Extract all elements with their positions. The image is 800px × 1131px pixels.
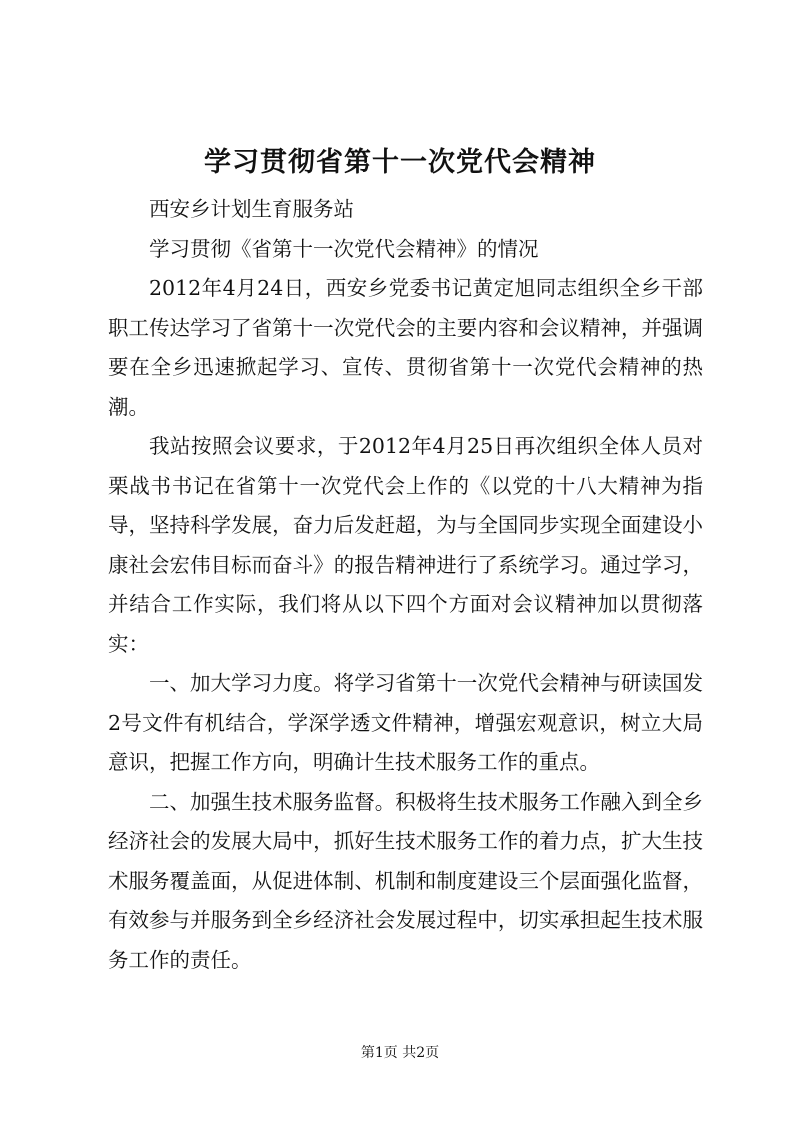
document-title: 学习贯彻省第十一次党代会精神 bbox=[204, 147, 596, 178]
paragraph-study-report: 我站按照会议要求，于2012年4月25日再次组织全体人员对栗战书书记在省第十一次党代会上作的《以党的十八大精神为指导，坚持科学发展，奋力后发赶超，为与全国同步实现全面建设小康社会宏伟目标而奋斗》的报告精神进行了系统学习。通过学习，并结合工作实际，我们将从以下四个方面对会议精神加以贯彻落实： bbox=[108, 434, 703, 656]
document-body bbox=[108, 190, 703, 980]
paragraph-point-one: 一、加大学习力度。将学习省第十一次党代会精神与研读国发2号文件有机结合，学深学透文件精神，增强宏观意识，树立大局意识，把握工作方向，明确计生技术服务工作的重点。 bbox=[108, 671, 703, 774]
paragraph-date-meeting: 2012年4月24日，西安乡党委书记黄定旭同志组织全乡干部职工传达学习了省第十一次党代会的主要内容和会议精神，并强调要在全乡迅速掀起学习、宣传、贯彻省第十一次党代会精神的热潮。 bbox=[108, 276, 703, 419]
paragraph-point-two: 二、加强生技术服务监督。积极将生技术服务工作融入到全乡经济社会的发展大局中，抓好生技术服务工作的着力点，扩大生技术服务覆盖面，从促进体制、机制和制度建设三个层面强化监督，有效参与并服务到全乡经济社会发展过程中，切实承担起生技术服务工作的责任。 bbox=[108, 789, 703, 972]
subtitle-line: 学习贯彻《省第十一次党代会精神》的情况 bbox=[149, 236, 539, 261]
page-footer: 第1页 共2页 bbox=[360, 1045, 440, 1061]
author-line: 西安乡计划生育服务站 bbox=[149, 197, 354, 221]
